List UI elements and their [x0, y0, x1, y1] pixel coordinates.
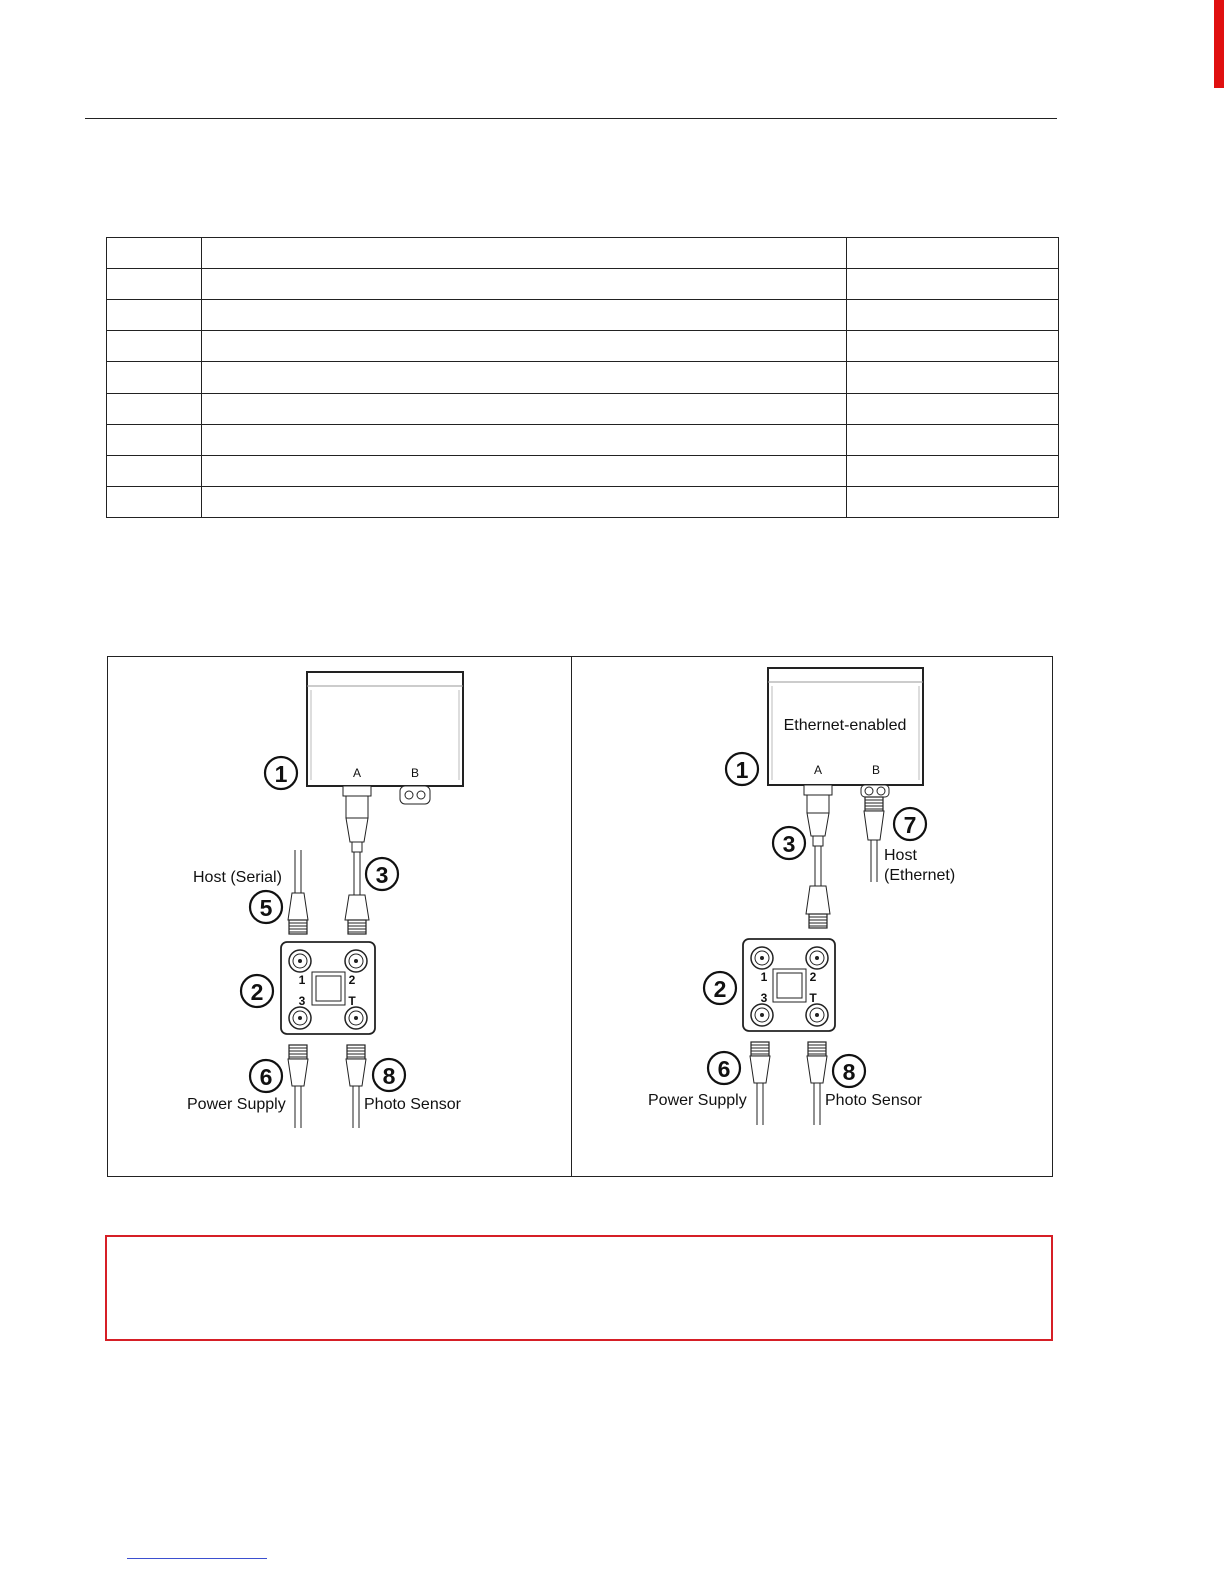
caution-note-box	[105, 1235, 1053, 1341]
scanner-device	[307, 672, 463, 786]
hub-port-1-label: 1	[760, 970, 768, 984]
footer-link-underline[interactable]	[127, 1558, 267, 1559]
callout-6: 6	[717, 1056, 731, 1082]
port-a-label: A	[813, 763, 823, 777]
host-ethernet-label: (Ethernet)	[884, 867, 956, 884]
port-b-label: B	[871, 763, 881, 777]
power-supply-label: Power Supply	[648, 1092, 747, 1109]
callout-3: 3	[375, 862, 389, 888]
port-a-label: A	[352, 766, 362, 780]
callout-5: 5	[259, 895, 273, 921]
photo-sensor-label: Photo Sensor	[364, 1096, 461, 1113]
callout-2: 2	[250, 979, 264, 1005]
hub-port-t-label: T	[348, 994, 356, 1008]
callout-2: 2	[713, 976, 727, 1002]
callout-1: 1	[735, 757, 749, 783]
callout-1: 1	[274, 761, 288, 787]
callout-8: 8	[842, 1059, 856, 1085]
callout-6: 6	[259, 1064, 273, 1090]
hub-port-2-label: 2	[809, 970, 817, 984]
hub-port-2-label: 2	[348, 973, 356, 987]
hub-port-3-label: 3	[298, 994, 306, 1008]
ethernet-enabled-label: Ethernet-enabled	[783, 717, 907, 734]
callout-7: 7	[903, 812, 917, 838]
photo-sensor-label: Photo Sensor	[825, 1092, 922, 1109]
hub-port-3-label: 3	[760, 991, 768, 1005]
serial-connection-diagram	[187, 672, 463, 1128]
host-label: Host	[884, 847, 917, 864]
ethernet-connection-diagram	[648, 668, 955, 1125]
callout-8: 8	[382, 1063, 396, 1089]
hub-port-1-label: 1	[298, 973, 306, 987]
power-supply-label: Power Supply	[187, 1096, 286, 1113]
host-serial-label: Host (Serial)	[193, 869, 282, 886]
hub-port-t-label: T	[809, 991, 817, 1005]
port-b-label: B	[410, 766, 420, 780]
callout-3: 3	[782, 831, 796, 857]
